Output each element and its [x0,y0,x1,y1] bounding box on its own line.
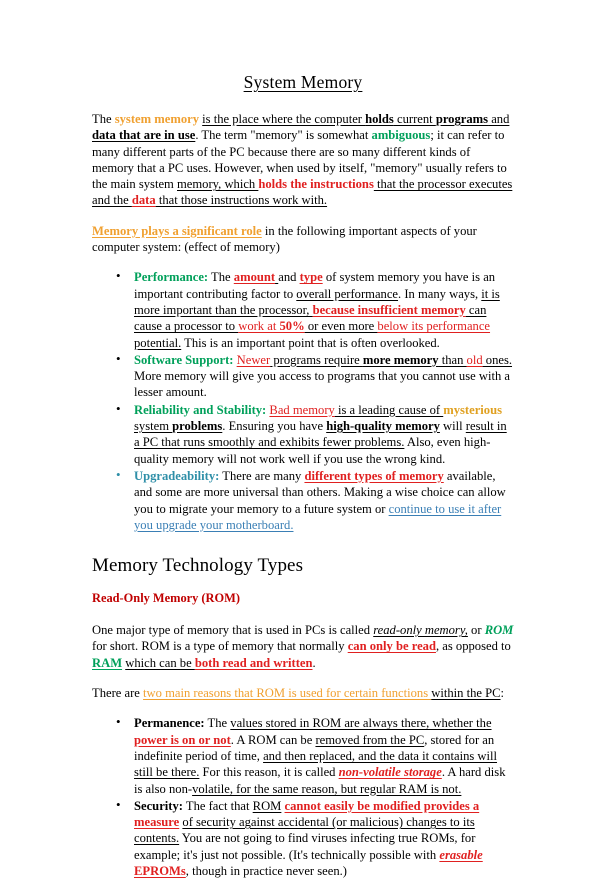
text-run: The [92,112,115,126]
text-run: One major type of memory that is used in PCs is called [92,623,374,638]
text-run: non-volatile storage [338,765,442,780]
text-run: is a leading cause of [334,402,444,417]
text-run: . [312,655,316,670]
intro-paragraph [92,111,514,209]
text-run: memory, which [177,177,259,192]
text-run: different types of memory [304,468,444,483]
text-run: ; it can refer to many different parts of the PC because there are so many different kinds of memory that a PC uses. However, when used by itself, "memory" usually refers to the main system [92,128,507,192]
text-run: for short. ROM is a type of memory that normally [92,639,348,654]
text-run: high-quality memory [326,419,440,434]
text-run: . In many ways, [398,286,482,301]
text-run: Security: [134,798,183,813]
text-run: , as opposed to [435,639,511,654]
text-run: , stored for an indefinite period of time, [134,732,495,763]
text-run: because insufficient memory [312,302,466,317]
text-run: amount [233,270,276,285]
text-run: two main reasons that ROM is used for certain functions [143,686,432,701]
lead-paragraph [92,223,514,256]
list-item [92,402,514,467]
text-run: read-only memory, [373,623,468,638]
text-run: . Ensuring you have [222,419,327,434]
text-run: RAM [92,655,123,670]
text-run: cannot easily be modified provides a measure [134,798,480,830]
text-run: of security against accidental (or malicious) changes to its contents. [134,815,475,846]
text-run: and [488,112,510,126]
text-run: programs [435,112,489,126]
text-run: Memory plays a significant role [92,223,262,238]
text-run: or even more [304,319,378,334]
text-run: Newer [236,352,271,367]
text-run: The fact that [182,798,253,813]
text-run: is the place where the computer [202,112,366,126]
text-run: and then replaced, and the data it contains will still be there. [134,748,498,780]
text-run: Also, even high-quality memory will not work well if you use the wrong kind. [134,435,491,466]
text-run: Performance: [134,270,209,285]
text-run: available, and some are more universal than others. Making a wise choice can allow you to migrate your memory to a future system or [134,468,506,516]
text-run: work at [238,319,280,334]
text-run: system memory [114,112,200,126]
text-run: problems [172,419,223,434]
page-title: System Memory [243,72,363,92]
list-item [92,269,514,350]
text-run: holds [365,112,394,126]
text-run: values stored in ROM are always there, whether the [230,716,492,731]
text-run: Software Support: [134,352,234,367]
aspects-bullet-list [92,269,514,533]
text-run: that the processor executes and the [92,177,513,208]
text-run: 50% [279,319,305,334]
text-run: The [208,270,234,285]
text-run: . A hard disk is also non- [134,765,506,796]
text-run: both read and written [194,655,313,670]
text-run: overall performance [296,286,399,301]
text-run: ones. [482,352,513,367]
text-run: in the following important aspects of your computer system: (effect of memory) [92,223,477,255]
text-run: will [439,419,466,434]
text-run: Permanence: [134,716,205,731]
text-run: result in a PC that runs smoothly and exhibits fewer problems. [134,419,507,450]
text-run: There are [92,686,144,701]
text-run: of system memory you have is an important contributing factor to [134,270,496,301]
text-run: data [131,193,156,208]
text-run: more memory [362,352,439,367]
text-run: can cause a processor to [134,302,487,334]
text-run: EPROMs [134,863,186,878]
text-run: ROM [484,623,514,638]
text-run: More memory will give you access to programs that you cannot use with a lesser amount. [134,369,510,400]
text-run: potential. [134,335,182,350]
text-run: There are many [219,468,305,483]
text-run: erasable [439,847,483,862]
subsection-heading: Read-Only Memory (ROM) [92,591,240,606]
rom-bullet-list [92,715,514,879]
text-run: it is more important than the processor, [134,286,500,317]
text-run: For this reason, it is called [199,765,339,780]
text-run: Bad memory [269,402,335,417]
text-run: old [466,352,483,367]
text-run: : [500,686,505,701]
text-run: You are not going to find viruses infecting true ROMs, for example; it's just not possible. (It's technically possible with [134,831,476,862]
text-run: that those instructions work with. [155,193,328,208]
text-run: . A ROM can be [230,732,316,747]
text-run: system [134,419,173,434]
list-item [92,798,514,879]
text-run: Reliability and Stability: [134,402,267,417]
text-run: volatile, for the same reason, but regular RAM is not. [192,781,462,796]
text-run: programs require [270,352,363,367]
text-run: below its performance [377,319,491,334]
text-run: holds the instructions [258,177,374,192]
rom-definition-paragraph [92,622,514,671]
text-run: which can be [125,655,195,670]
text-run: The [204,716,231,731]
text-run: continue to use it after you upgrade your motherboard. [134,501,502,532]
text-run: mysterious [443,402,502,417]
list-item [92,715,514,796]
section-heading: Memory Technology Types [92,555,304,577]
text-run: ROM [252,798,282,813]
text-run: . The term "memory" is somewhat [195,128,372,143]
list-item [92,352,514,401]
text-run: power is on or not [134,732,231,747]
text-run: , though in practice never seen.) [185,863,347,878]
text-run: or [467,623,485,638]
text-run: removed from the PC [315,732,425,747]
text-run: data that are in use [92,128,196,143]
rom-reasons-paragraph [92,685,514,701]
text-run: and [278,270,300,285]
text-run: can only be read [347,639,436,654]
text-run: ambiguous [371,128,431,143]
text-run: type [299,270,323,285]
text-run: current [393,112,436,126]
text-run: than [438,352,467,367]
text-run: within the PC [431,686,501,701]
list-item [92,468,514,533]
text-run: Upgradeability: [134,468,220,483]
text-run: This is an important point that is often overlooked. [181,335,440,350]
